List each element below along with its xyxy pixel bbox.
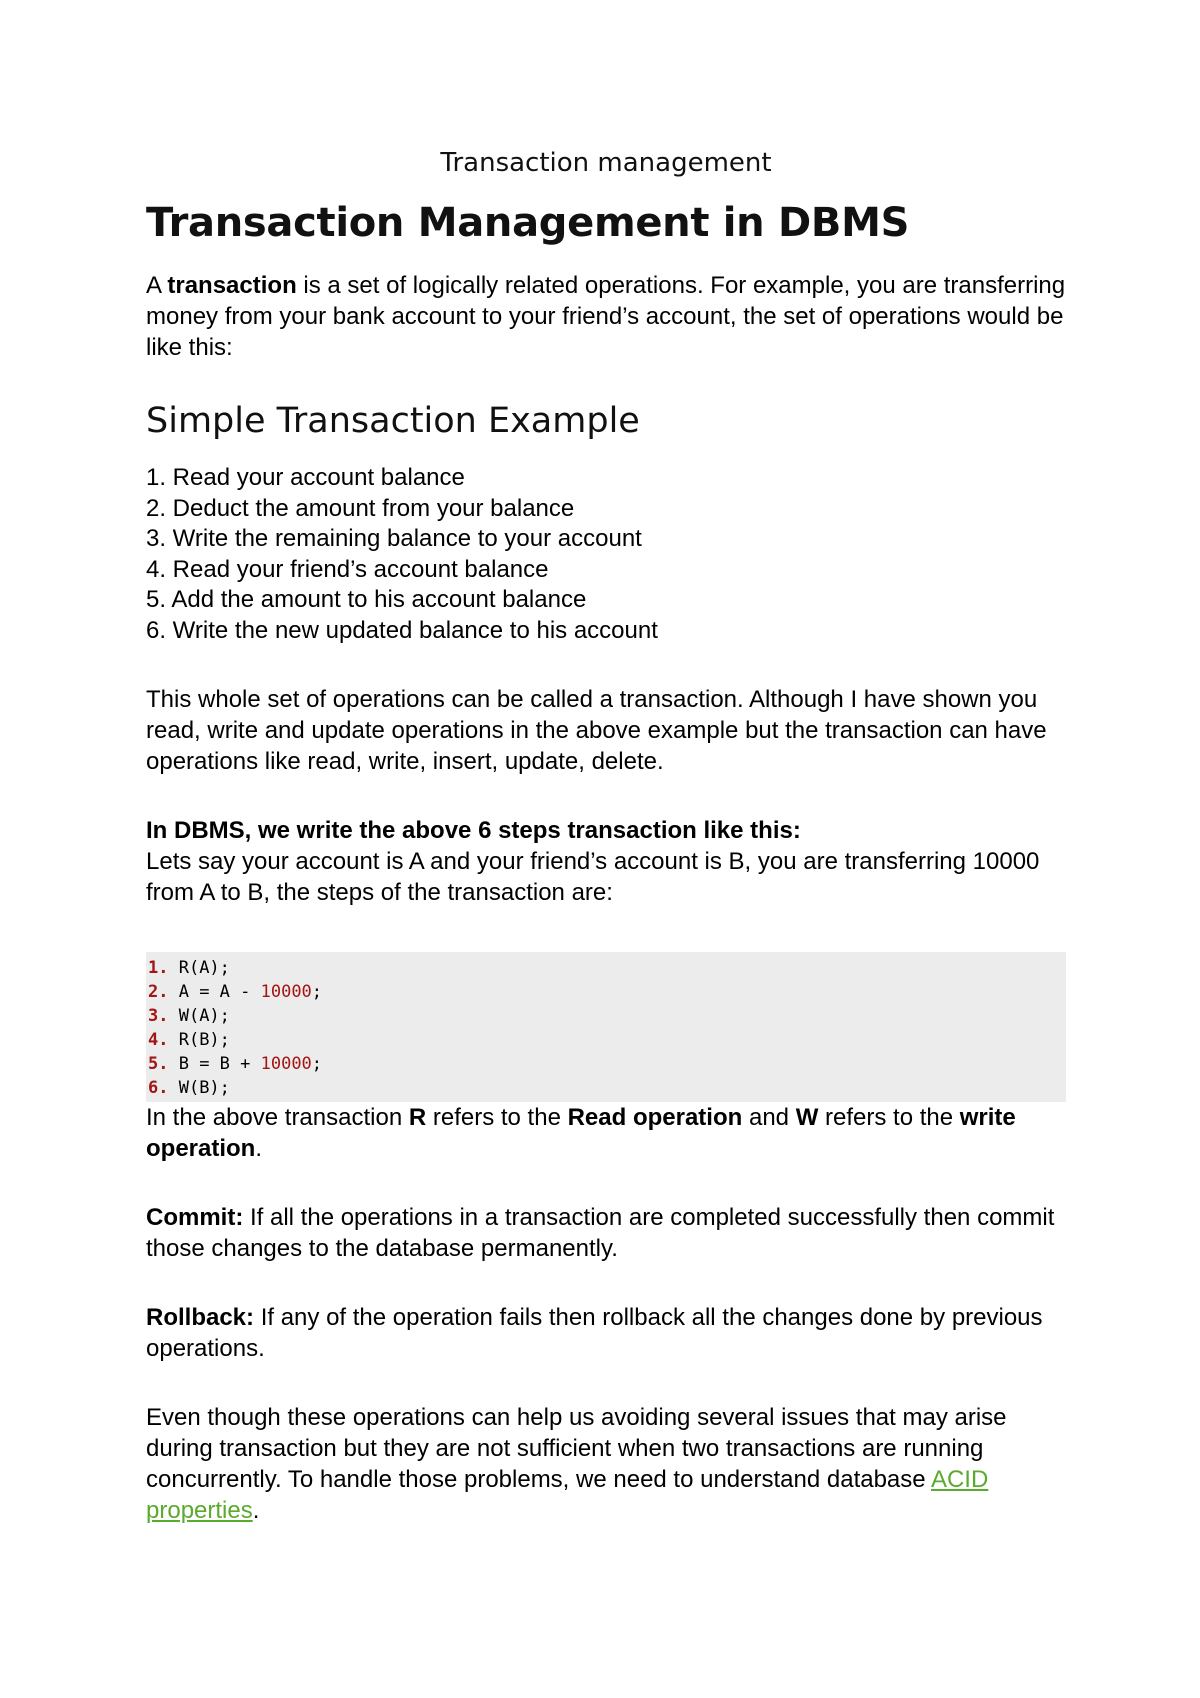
rollback-text: If any of the operation fails then rollback all the changes done by previous operations. xyxy=(146,1304,1043,1362)
code-literal: 10000 xyxy=(260,1054,312,1074)
explain-text: and xyxy=(742,1104,796,1131)
commit-text: If all the operations in a transaction are completed successfully then commit those changes to the database permanently. xyxy=(146,1204,1055,1262)
commit-paragraph xyxy=(146,1202,1066,1264)
code-line xyxy=(146,1028,1066,1052)
explain-text: refers to the xyxy=(426,1104,568,1131)
explain-text: refers to the xyxy=(818,1104,960,1131)
list-item: 6. Write the new updated balance to his account xyxy=(146,616,658,644)
code-line-number: 1. xyxy=(148,958,169,978)
code-literal: 10000 xyxy=(260,982,312,1002)
explain-text: In the above transaction xyxy=(146,1104,409,1131)
commit-label: Commit: xyxy=(146,1204,244,1231)
code-text: R(A); xyxy=(168,958,230,978)
code-block xyxy=(146,952,1066,1102)
intro-rest: is a set of logically related operations. For example, you are transferring money from your bank account to your friend’s account, the set of operations would be like this: xyxy=(146,272,1066,361)
explain-bold: W xyxy=(795,1104,819,1131)
list-item: 2. Deduct the amount from your balance xyxy=(146,494,575,522)
code-text: W(B); xyxy=(168,1078,230,1098)
acid-properties-link[interactable]: ACID properties xyxy=(146,1466,989,1524)
dbms-heading xyxy=(146,815,1066,846)
intro-paragraph xyxy=(146,270,1066,363)
code-line-number: 6. xyxy=(148,1078,169,1098)
explain-text: . xyxy=(255,1135,263,1162)
explain-bold: write operation xyxy=(146,1104,1016,1162)
intro-bold-term: transaction xyxy=(167,272,297,299)
rollback-paragraph xyxy=(146,1302,1066,1364)
list-item: 4. Read your friend’s account balance xyxy=(146,555,549,583)
intro-prefix: A xyxy=(146,272,168,299)
code-text: A = A - xyxy=(168,982,261,1002)
code-line xyxy=(146,1076,1066,1100)
rollback-label: Rollback: xyxy=(146,1304,255,1331)
explain-bold: R xyxy=(408,1104,427,1131)
code-line xyxy=(146,980,1066,1004)
document-page xyxy=(146,148,1066,1526)
code-text-end: ; xyxy=(311,1054,323,1074)
closing-paragraph xyxy=(146,1402,1066,1526)
document-title: Transaction management xyxy=(440,148,772,178)
dbms-heading-text: In DBMS, we write the above 6 steps transaction like this: xyxy=(146,817,801,844)
main-heading: Transaction Management in DBMS xyxy=(146,200,910,246)
code-line-number: 3. xyxy=(148,1006,169,1026)
closing-end: . xyxy=(252,1497,260,1524)
explain-paragraph xyxy=(146,1102,1066,1164)
code-line-number: 2. xyxy=(148,982,169,1002)
code-line-number: 4. xyxy=(148,1030,169,1050)
list-item: 1. Read your account balance xyxy=(146,464,465,491)
dbms-paragraph: Lets say your account is A and your friend’s account is B, you are transferring 10000 from A to B, the steps of the transaction are: xyxy=(146,848,1040,906)
list-item: 3. Write the remaining balance to your account xyxy=(146,525,642,552)
code-text: B = B + xyxy=(168,1054,261,1074)
code-text: W(A); xyxy=(168,1006,230,1026)
code-line xyxy=(146,956,1066,980)
whole-set-paragraph: This whole set of operations can be called a transaction. Although I have shown you read, write and update operations in the above example but the transaction can have operations like read, write, insert, update, delete. xyxy=(146,686,1047,775)
code-line xyxy=(146,1004,1066,1028)
explain-bold: Read operation xyxy=(567,1104,743,1131)
code-line-number: 5. xyxy=(148,1054,169,1074)
subheading: Simple Transaction Example xyxy=(146,401,640,441)
list-item: 5. Add the amount to his account balance xyxy=(146,586,587,613)
closing-text: Even though these operations can help us avoiding several issues that may arise during transaction but they are not sufficient when two transactions are running concurrently. To handle those problems, we need to understand database xyxy=(146,1404,1007,1493)
code-line xyxy=(146,1052,1066,1076)
steps-list xyxy=(146,463,1066,646)
code-text: R(B); xyxy=(168,1030,230,1050)
code-text-end: ; xyxy=(311,982,323,1002)
